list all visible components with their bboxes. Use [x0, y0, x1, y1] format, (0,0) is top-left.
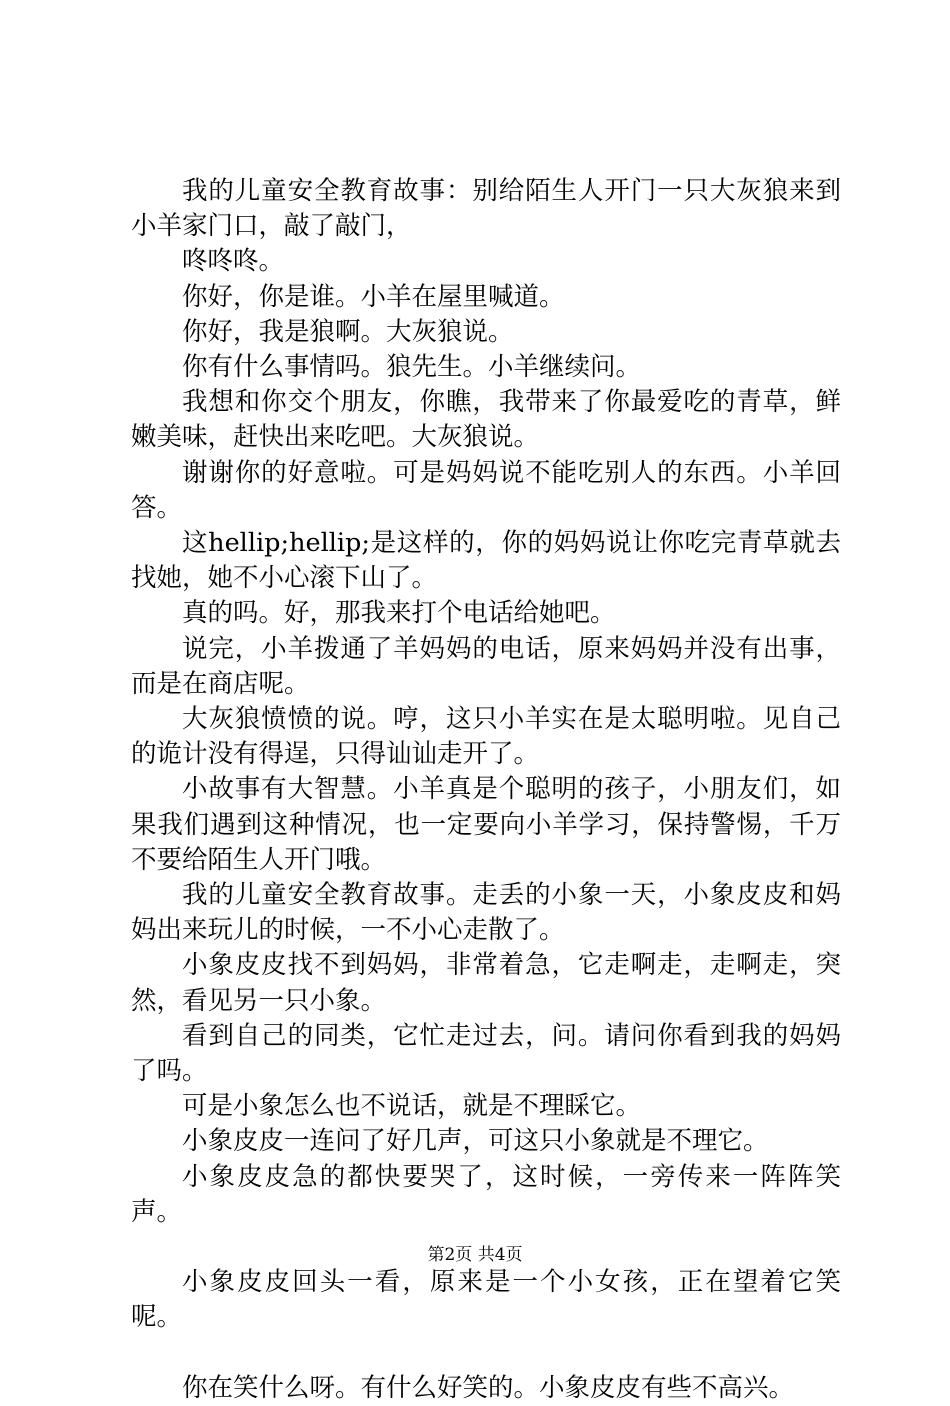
- paragraph: 小象皮皮回头一看，原来是一个小女孩，正在望着它笑呢。: [131, 1267, 841, 1333]
- paragraph: 咚咚咚。: [182, 246, 285, 277]
- paragraph: 小象皮皮一连问了好几声，可这只小象就是不理它。: [182, 1126, 769, 1157]
- paragraph: 你好，你是谁。小羊在屋里喊道。: [182, 281, 565, 312]
- paragraph: 谢谢你的好意啦。可是妈妈说不能吃别人的东西。小羊回答。: [131, 457, 841, 523]
- paragraph: 我的儿童安全教育故事。走丢的小象一天，小象皮皮和妈妈出来玩儿的时候，一不小心走散了。: [131, 880, 841, 946]
- page-number-footer: 第2页 共4页: [427, 1245, 523, 1265]
- paragraph: 大灰狼愤愤的说。哼，这只小羊实在是太聪明啦。见自己的诡计没有得逞，只得讪讪走开了。: [131, 704, 841, 770]
- paragraph: 小象皮皮找不到妈妈，非常着急，它走啊走，走啊走，突然，看见另一只小象。: [131, 950, 841, 1016]
- document-body: [131, 174, 841, 1406]
- paragraph: 说完，小羊拨通了羊妈妈的电话，原来妈妈并没有出事，而是在商店呢。: [131, 633, 841, 699]
- paragraph: 你在笑什么呀。有什么好笑的。小象皮皮有些不高兴。: [182, 1372, 795, 1403]
- paragraph: 看到自己的同类，它忙走过去，问。请问你看到我的妈妈了吗。: [131, 1020, 841, 1087]
- paragraph: 真的吗。好，那我来打个电话给她吧。: [182, 598, 616, 629]
- paragraph: 小象皮皮急的都快要哭了，这时候，一旁传来一阵阵笑声。: [131, 1161, 841, 1227]
- paragraph: 小故事有大智慧。小羊真是个聪明的孩子，小朋友们，如果我们遇到这种情况，也一定要向小羊学习，保持警惕，千万不要给陌生人开门哦。: [131, 774, 841, 875]
- paragraph: 这hellip;hellip;是这样的，你的妈妈说让你吃完青草就去找她，她不小心滚下山了。: [131, 528, 841, 594]
- paragraph: 我想和你交个朋友，你瞧，我带来了你最爱吃的青草，鲜嫩美味，赶快出来吃吧。大灰狼说。: [131, 387, 841, 453]
- paragraph: 你好，我是狼啊。大灰狼说。: [182, 316, 514, 347]
- paragraph: 我的儿童安全教育故事：别给陌生人开门一只大灰狼来到小羊家门口，敲了敲门，: [131, 176, 841, 242]
- paragraph: 你有什么事情吗。狼先生。小羊继续问。: [182, 352, 642, 383]
- paragraph: 可是小象怎么也不说话，就是不理睬它。: [182, 1091, 642, 1122]
